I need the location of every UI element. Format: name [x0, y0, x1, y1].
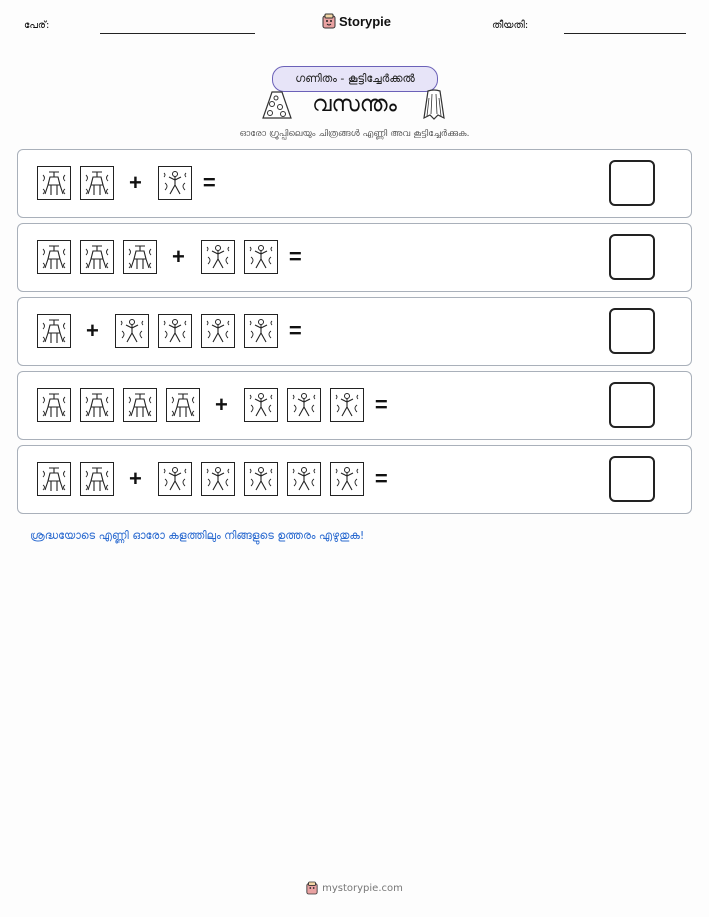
dancer-picture-icon [115, 314, 149, 348]
equation [37, 312, 302, 350]
pie-mascot-icon [306, 881, 318, 895]
instruction-text: ഓരോ ഗ്രൂപ്പിലെയും ചിത്രങ്ങൾ എണ്ണി അവ കൂട്ടിച്ചേർക്കുക. [239, 129, 470, 139]
dancer-picture-icon [330, 388, 364, 422]
answer-box[interactable] [609, 234, 655, 280]
dancer-picture-icon [244, 388, 278, 422]
equals-sign: = [288, 244, 302, 269]
problem-row [17, 149, 692, 218]
figure-picture-icon [123, 240, 157, 274]
answer-box[interactable] [609, 160, 655, 206]
footer [0, 881, 709, 895]
figure-picture-icon [37, 240, 71, 274]
figure-picture-icon [123, 388, 157, 422]
figure-picture-icon [37, 166, 71, 200]
answer-box[interactable] [609, 382, 655, 428]
equation [37, 238, 302, 276]
page-title: വസന്തം [312, 92, 397, 117]
equals-sign: = [288, 318, 302, 343]
figure-picture-icon [80, 462, 114, 496]
shawl-icon [418, 88, 450, 122]
equals-sign: = [374, 392, 388, 417]
figure-picture-icon [80, 388, 114, 422]
equals-sign: = [202, 170, 216, 195]
figure-picture-icon [37, 314, 71, 348]
date-label: തീയതി: [492, 20, 529, 31]
name-label: പേര്: [24, 20, 50, 31]
answer-box[interactable] [609, 456, 655, 502]
date-field[interactable] [564, 33, 686, 34]
brand-name: Storypie [339, 13, 392, 29]
dancer-picture-icon [244, 314, 278, 348]
figure-picture-icon [37, 462, 71, 496]
dancer-picture-icon [158, 166, 192, 200]
plus-sign: + [86, 318, 99, 343]
equation [37, 386, 388, 424]
figure-picture-icon [37, 388, 71, 422]
plus-sign: + [172, 244, 185, 269]
dancer-picture-icon [287, 462, 321, 496]
dancer-picture-icon [158, 462, 192, 496]
figure-picture-icon [166, 388, 200, 422]
dancer-picture-icon [330, 462, 364, 496]
problem-row [17, 445, 692, 514]
footer-note: ശ്രദ്ധയോടെ എണ്ണി ഓരോ കളത്തിലും നിങ്ങളുടെ ഉത്തരം എഴുതുക! [30, 529, 365, 542]
dancer-picture-icon [201, 314, 235, 348]
dancer-picture-icon [158, 314, 192, 348]
dancer-picture-icon [201, 240, 235, 274]
equals-sign: = [374, 466, 388, 491]
figure-picture-icon [80, 166, 114, 200]
footer-url: mystorypie.com [322, 882, 403, 894]
plus-sign: + [129, 170, 142, 195]
brand-logo [322, 13, 391, 29]
dancer-picture-icon [287, 388, 321, 422]
plus-sign: + [215, 392, 228, 417]
dancer-picture-icon [244, 462, 278, 496]
problem-row [17, 371, 692, 440]
dancer-picture-icon [244, 240, 278, 274]
answer-box[interactable] [609, 308, 655, 354]
dancer-picture-icon [201, 462, 235, 496]
name-field[interactable] [100, 33, 255, 34]
figure-picture-icon [80, 240, 114, 274]
worksheet-header [0, 0, 709, 40]
equation [37, 164, 216, 202]
pie-mascot-icon [322, 13, 336, 29]
equation [37, 460, 388, 498]
problem-row [17, 223, 692, 292]
plus-sign: + [129, 466, 142, 491]
problem-row [17, 297, 692, 366]
topic-badge: ഗണിതം - കൂട്ടിച്ചേർക്കൽ [272, 66, 438, 92]
